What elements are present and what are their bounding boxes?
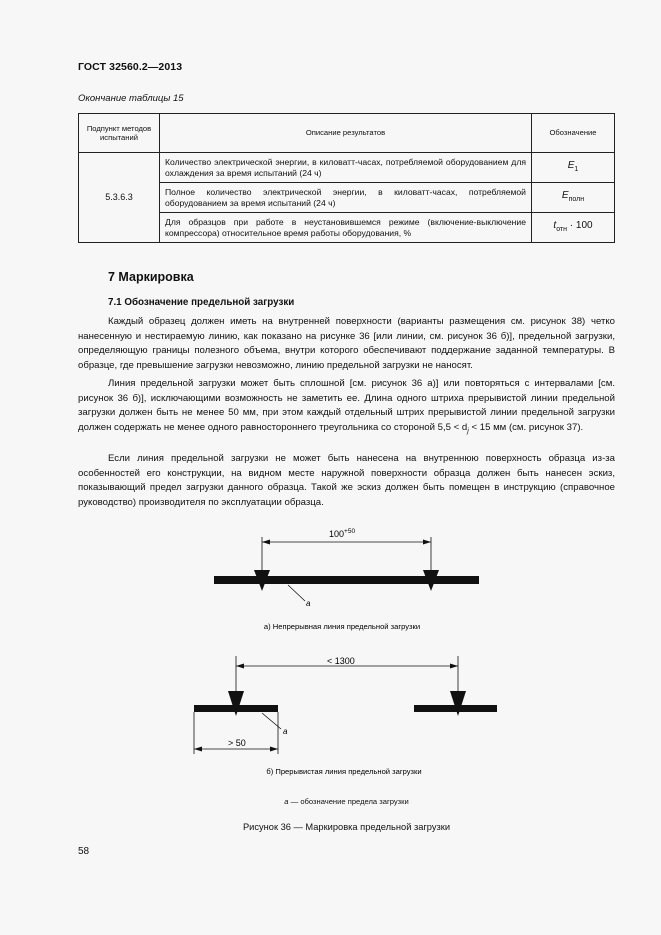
load-triangle-right (450, 691, 466, 716)
symbol-subscript: отн (556, 226, 567, 233)
dimension-bottom-label: > 50 (228, 738, 246, 748)
table-row (79, 153, 615, 183)
paragraph-2-text: Линия предельной загрузки может быть сплошной [см. рисунок 36 а)] или повторяться с интервалами [см. рисунок 36 б)], исключающими возможность не заметить ее. Длина одного штриха прерывистой линии предельной загрузки должен быть не менее 50 мм, при этом каждый отдельный штрих прерывистой линии предельной загрузки должен содержать не менее одного равностороннего треугольника со стороной 5,5 < d (78, 378, 615, 433)
figure-legend (78, 797, 615, 806)
dimension-label: $100^{+50}$ (329, 528, 356, 539)
page-number: 58 (78, 846, 90, 857)
description-cell: Полное количество электрической энергии, в киловатт-часах, потребляемой оборудованием за время испытаний (24 ч) (160, 183, 532, 213)
load-triangle-left (228, 691, 244, 716)
description-cell: Количество электрической энергии, в киловатт-часах, потребляемой оборудованием для охлаждения за время испытаний (24 ч) (160, 153, 532, 183)
legend-letter: a (284, 797, 289, 806)
dimension-arrow-left-bottom (194, 747, 202, 752)
symbol-subscript: полн (568, 196, 585, 203)
dimension-arrow-right-bottom (270, 747, 278, 752)
symbol-letter: t (553, 220, 557, 231)
paragraph-2-subscript: j (467, 427, 469, 435)
figure-b-caption: б) Прерывистая линия предельной загрузки (266, 767, 422, 776)
dimension-arrow-left (236, 664, 244, 669)
col-header-subclause: Подпункт методов испытаний (79, 114, 160, 153)
col-header-description: Описание результатов (160, 114, 532, 153)
figure-b-diagram (0, 650, 661, 780)
table-header-row (79, 114, 615, 153)
pointer-label: a (283, 727, 288, 736)
legend-text: — обозначение предела загрузки (288, 797, 409, 806)
symbol-suffix: · 100 (567, 220, 593, 231)
description-cell: Для образцов при работе в неустановившемся режиме (включение-выключение компрессора) относительное время работы оборудования, % (160, 213, 532, 243)
dimension-top-label: < 1300 (327, 656, 355, 666)
section-title: 7 Маркировка (108, 270, 194, 284)
dimension-arrow-right (450, 664, 458, 669)
paragraph-2-end: < 15 мм (см. рисунок 37). (468, 421, 584, 433)
page-header: ГОСТ 32560.2—2013 (78, 61, 183, 73)
figure-caption: Рисунок 36 — Маркировка предельной загрузки (242, 822, 451, 832)
symbol-cell (532, 153, 615, 183)
table-continuation-caption: Окончание таблицы 15 (78, 93, 184, 104)
pointer-label: a (306, 599, 311, 608)
paragraph-1: Каждый образец должен иметь на внутренней поверхности (варианты размещения см. рисунок 38) четко нанесенную и нестираемую линию, как показано на рисунке 36 [или линии, см. рисунок 36 б)], предельной загрузки, определяющую границы полезного объема, внутри которого обеспечивают поддержание заданной температуры. В образце, где превышение загрузки невозможно, линию предельной загрузки не наносят. (78, 316, 615, 371)
subclause-cell: 5.3.6.3 (79, 153, 160, 243)
paragraph-3: Если линия предельной загрузки не может быть нанесена на внутреннюю поверхность образца из-за особенностей его конструкции, на видном месте наружной поверхности образца должен быть нанесен эскиз, показывающий предел загрузки данного образца. Такой же эскиз должен быть помещен в инструкцию (справочное руководство) производителя по эксплуатации образца. (78, 453, 615, 508)
symbol-letter: E (561, 190, 569, 201)
figure-a-caption: а) Непрерывная линия предельной загрузки (263, 622, 421, 631)
symbol-cell (532, 183, 615, 213)
pointer-leader (288, 585, 305, 601)
symbol-cell (532, 213, 615, 243)
dimension-arrow-right (423, 540, 431, 545)
dimension-arrow-left (262, 540, 270, 545)
continuous-load-line (214, 576, 479, 584)
symbol-letter: E (567, 160, 575, 171)
paragraph-2 (78, 377, 615, 439)
figure-a-diagram (0, 515, 661, 635)
symbol-subscript: 1 (574, 166, 579, 173)
results-table (78, 113, 615, 243)
subsection-title: 7.1 Обозначение предельной загрузки (108, 297, 295, 308)
table-row (79, 213, 615, 243)
col-header-symbol: Обозначение (532, 114, 615, 153)
table-row (79, 183, 615, 213)
